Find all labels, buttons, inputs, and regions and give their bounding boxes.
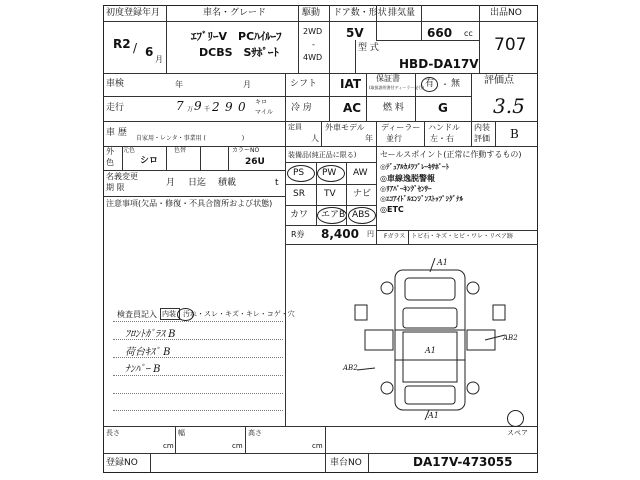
displacement-value: 660 <box>427 26 453 40</box>
left-side <box>365 330 393 350</box>
color-change-label: 色替 <box>174 147 187 154</box>
dotted-line <box>113 410 283 411</box>
chassis-label: 車台NO <box>330 458 362 468</box>
vehicle-name-line2: DCBS Sｻﾎﾟｰﾄ <box>199 46 279 59</box>
dotted-line <box>113 375 283 376</box>
equip-airbag-circle <box>317 207 347 224</box>
rule <box>415 73 416 121</box>
rear-window <box>405 386 455 404</box>
rule <box>424 121 425 146</box>
rule <box>421 5 422 40</box>
mileage-unit-mile: マイル <box>255 109 273 116</box>
rule <box>103 426 538 427</box>
mileage-sep-sen: 千 <box>204 106 211 113</box>
damage-mark: A1 <box>428 411 439 420</box>
width-label: 幅 <box>178 429 185 437</box>
name-change-deadline: 期 限 <box>106 183 125 192</box>
rule <box>228 146 229 170</box>
roof <box>403 332 457 382</box>
ext-color-value: シロ <box>140 156 159 166</box>
annotation-arrow <box>357 368 375 370</box>
warranty-label: 保証書 <box>376 74 400 83</box>
interior-value: B <box>510 127 519 141</box>
rule <box>245 426 246 453</box>
interior-label: 内装 <box>474 123 490 132</box>
mileage-label: 走行 <box>106 103 125 113</box>
score-value: 3.5 <box>493 94 525 118</box>
equip-abs: ABS <box>352 210 370 220</box>
rule <box>103 453 538 454</box>
dotted-line <box>113 393 283 394</box>
rule <box>376 121 377 244</box>
reg-no-label: 登録NO <box>106 458 138 468</box>
vehicle-name-line1: ｴﾌﾞﾘｰV PCﾊｲﾙｰﾌ <box>191 30 282 43</box>
rule <box>479 5 480 73</box>
dealer-sub: 並行 <box>386 134 402 143</box>
rule <box>285 225 376 226</box>
ac-value: AC <box>343 101 362 115</box>
inspector-note: 荷台ｷｽﾞ B <box>125 347 171 358</box>
ext-color-sub: 元色 <box>123 147 136 154</box>
sales-point-item: ◎ﾘｱﾊﾟｰｷﾝｸﾞｾﾝｻｰ <box>380 185 432 193</box>
cc-unit: cc <box>464 29 473 38</box>
equip-sr: SR <box>293 189 305 199</box>
inspector-note: ﾌﾛﾝﾄｶﾞﾗｽ B <box>125 329 176 340</box>
equip-leather: カワ <box>290 210 309 220</box>
equip-pw-circle <box>317 165 345 182</box>
name-change-month: 月 <box>166 178 176 188</box>
ac-label: 冷 房 <box>291 103 312 113</box>
ext-color-label: 外 <box>106 147 114 156</box>
wheel <box>467 382 479 394</box>
weight-unit: t <box>275 178 279 188</box>
hood <box>405 278 455 300</box>
fuel-value: G <box>438 101 448 115</box>
doors-value: 5V <box>346 26 364 40</box>
drive-label: 駆動 <box>302 8 321 18</box>
rule <box>285 162 376 163</box>
recycle-value: 8,400 <box>321 227 359 241</box>
warranty-sub: (取扱説明書付ディーラー発行) <box>369 85 424 90</box>
rule <box>285 205 376 206</box>
mileage-digit: 9 <box>194 99 202 113</box>
capacity-label: 定員 <box>288 123 302 131</box>
rule <box>103 21 538 22</box>
dirt-circle <box>177 308 194 321</box>
equip-navi: ナビ <box>353 189 372 199</box>
warranty-no: 無 <box>451 79 461 89</box>
model-type-label: 型 式 <box>358 43 379 53</box>
rule <box>366 73 367 121</box>
dotted-line <box>113 321 283 322</box>
damage-legend: Fガラス｜トビ石・キズ・ヒビ・ワレ・リペア跡 <box>384 233 514 240</box>
name-change-label: 名義変更 <box>106 172 138 181</box>
wheel <box>381 282 393 294</box>
right-mirror <box>493 305 505 320</box>
dealer-label: ディーラー <box>381 123 421 132</box>
equip-abs-circle <box>348 207 376 224</box>
first-reg-month-unit: 月 <box>155 55 163 64</box>
equip-ps-circle <box>287 165 315 182</box>
sales-points-title: セールスポイント(正常に作動するもの) <box>380 150 522 159</box>
color-no-label: カラーNO <box>232 147 260 154</box>
equip-ps: PS <box>293 168 305 178</box>
rule <box>175 426 176 453</box>
warranty-yes-circle <box>421 77 438 92</box>
rule <box>150 453 151 473</box>
mileage-digit: 9 <box>225 100 233 114</box>
color-no-value: 26U <box>245 157 265 167</box>
spare-tire-circle <box>507 410 524 427</box>
left-mirror <box>355 305 367 320</box>
spare-label: スペア <box>507 429 528 437</box>
damage-mark: AB2 <box>503 334 518 342</box>
inspection-month-unit: 月 <box>243 80 251 89</box>
shift-value: IAT <box>340 77 362 91</box>
height-label: 高さ <box>248 429 262 437</box>
warranty-dot: ・ <box>441 80 449 89</box>
rule <box>103 146 538 147</box>
lot-no-value: 707 <box>494 35 527 55</box>
first-reg-era: R2 <box>113 37 131 51</box>
inspector-note: ﾅﾝﾊﾞｰ B <box>125 364 161 375</box>
inspector-categories: 内装 汚れ・スレ・キズ・キレ・コゲ・穴 <box>162 310 295 318</box>
chassis-value: DA17V-473055 <box>413 455 513 469</box>
length-unit: cm <box>163 442 174 450</box>
damage-mark: AB2 <box>343 364 358 372</box>
inspection-label: 車検 <box>106 79 125 89</box>
wheel <box>467 282 479 294</box>
rule <box>376 40 479 41</box>
rule <box>329 73 330 121</box>
interior-sub: 評価 <box>474 134 490 143</box>
wheel <box>381 382 393 394</box>
rule <box>200 146 201 170</box>
drive-4wd: 4WD <box>303 53 323 62</box>
inspection-year-unit: 年 <box>175 80 183 89</box>
sales-point-item: ◎ﾃﾞｭｱﾙｶﾒﾗﾌﾞﾚｰｷｻﾎﾟｰﾄ <box>380 163 450 171</box>
first-reg-month: 6 <box>145 45 154 59</box>
rule <box>325 426 326 473</box>
height-unit: cm <box>312 442 323 450</box>
rule <box>298 5 299 73</box>
mileage-digit: 2 <box>212 100 220 114</box>
loading-label: 積載 <box>218 178 237 188</box>
model-year-unit: 年 <box>365 134 373 143</box>
handle-label: ハンドル <box>428 123 460 132</box>
windshield <box>403 308 457 328</box>
equipment-title: 装備品(純正品に限る) <box>288 151 357 159</box>
displacement-label: 排気量 <box>388 8 416 18</box>
notes-label: 注意事項(欠品・修復・不具合箇所および状態) <box>106 199 273 208</box>
warranty-yes: 有 <box>425 79 435 89</box>
rule <box>285 184 376 185</box>
history-label: 車 歴 <box>106 128 127 138</box>
sales-point-item: ◎ETC <box>380 205 404 214</box>
ext-color-label2: 色 <box>106 158 114 167</box>
rule <box>103 170 285 171</box>
equip-tv: TV <box>324 189 336 199</box>
inspector-label: 検査員記入 <box>117 310 157 319</box>
model-code: HBD-DA17V <box>399 57 479 71</box>
recycle-unit: 円 <box>367 230 374 238</box>
drive-2wd: 2WD <box>303 27 323 36</box>
sales-point-item: ◎車線逸脱警報 <box>380 174 435 183</box>
model-year-label: 外車モデル <box>325 123 365 132</box>
rule <box>103 73 538 74</box>
damage-mark: A1 <box>425 346 436 355</box>
equip-pw: PW <box>322 168 337 178</box>
lot-no-label: 出品NO <box>490 8 522 18</box>
model-grade-label: 車名・グレード <box>203 8 267 18</box>
first-reg-sep: / <box>133 41 138 55</box>
first-reg-label: 初度登録年月 <box>106 8 161 18</box>
rule <box>495 121 496 146</box>
capacity-unit: 人 <box>311 134 319 143</box>
doors-shape-label: ドア数・形状 <box>333 8 387 18</box>
rule <box>166 5 167 73</box>
history-options: 自家用・レンタ・事業用 ( ) <box>136 135 245 142</box>
name-change-day: 日迄 <box>188 178 207 188</box>
mileage-digit: 0 <box>238 100 246 114</box>
sales-point-item: ◎ｴｺｱｲﾄﾞﾙｴﾝｼﾞﾝｽﾄｯﾌﾟｼｸﾞﾅﾙ <box>380 195 464 203</box>
width-unit: cm <box>232 442 243 450</box>
handle-value: 左・右 <box>430 134 454 143</box>
mileage-unit-km: キロ <box>255 99 268 106</box>
length-label: 長さ <box>106 429 120 437</box>
drive-dash: - <box>312 40 315 49</box>
score-label: 評価点 <box>484 75 514 86</box>
rule <box>471 73 472 146</box>
rule <box>355 40 356 73</box>
rule <box>285 73 286 426</box>
recycle-label: R券 <box>291 230 305 239</box>
shift-label: シフト <box>290 79 318 89</box>
rule <box>103 196 285 197</box>
rule <box>166 146 167 170</box>
mileage-digit: 7 <box>176 99 184 113</box>
rule <box>376 230 538 231</box>
equip-aw: AW <box>353 168 368 178</box>
rule <box>321 121 322 146</box>
right-side <box>467 330 495 350</box>
rule <box>329 5 330 73</box>
damage-mark: A1 <box>437 258 448 267</box>
fuel-label: 燃 料 <box>383 103 404 113</box>
rule <box>285 244 538 245</box>
mileage-sep-man: 万 <box>187 106 194 113</box>
equip-airbag: エアB <box>321 210 346 220</box>
rule <box>368 453 369 473</box>
